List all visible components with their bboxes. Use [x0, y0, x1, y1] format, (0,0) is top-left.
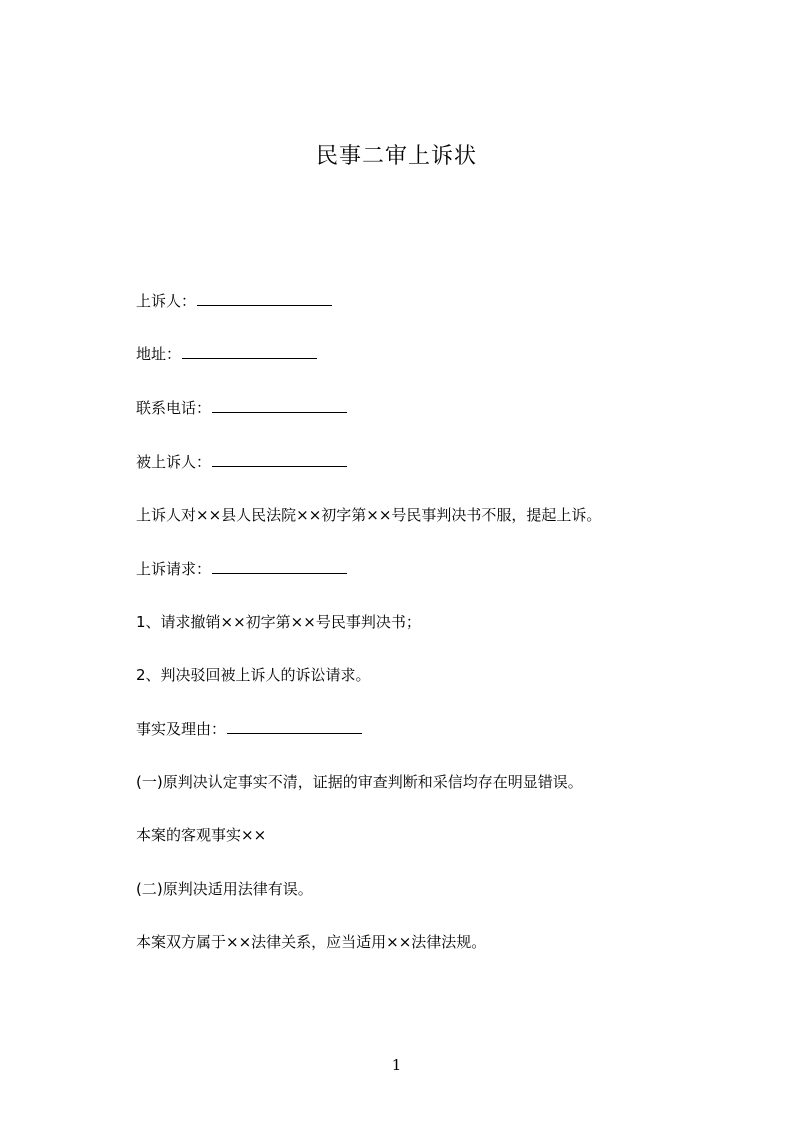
page-number: 1 [391, 1056, 402, 1074]
facts-label: 事实及理由： [136, 720, 227, 738]
reason-2-heading: (二)原判决适用法律有误。 [136, 880, 313, 898]
appellee-blank [212, 452, 347, 467]
appellant-blank [197, 291, 332, 306]
address-line [136, 344, 317, 364]
request-item-2: 2、判决驳回被上诉人的诉讼请求。 [136, 666, 371, 684]
appellant-label: 上诉人： [136, 292, 197, 310]
address-blank [182, 344, 317, 359]
request-label: 上诉请求： [136, 560, 212, 578]
reason-1-heading: (一)原判决认定事实不清，证据的审查判断和采信均存在明显错误。 [136, 773, 583, 791]
request-line [136, 559, 347, 579]
request-blank [212, 559, 347, 574]
appellant-line [136, 291, 332, 311]
appellee-label: 被上诉人： [136, 453, 212, 471]
reason-2-body: 本案双方属于××法律关系，应当适用××法律法规。 [136, 933, 487, 951]
facts-blank [227, 719, 362, 734]
phone-line [136, 398, 347, 418]
appellee-line [136, 452, 347, 472]
document-title: 民事二审上诉状 [315, 144, 477, 169]
phone-blank [212, 398, 347, 413]
appeal-statement: 上诉人对××县人民法院××初字第××号民事判决书不服，提起上诉。 [136, 506, 602, 524]
phone-label: 联系电话： [136, 399, 212, 417]
facts-line [136, 719, 362, 739]
reason-1-body: 本案的客观事实×× [136, 826, 267, 844]
request-item-1: 1、请求撤销××初字第××号民事判决书； [136, 613, 421, 631]
address-label: 地址： [136, 345, 182, 363]
